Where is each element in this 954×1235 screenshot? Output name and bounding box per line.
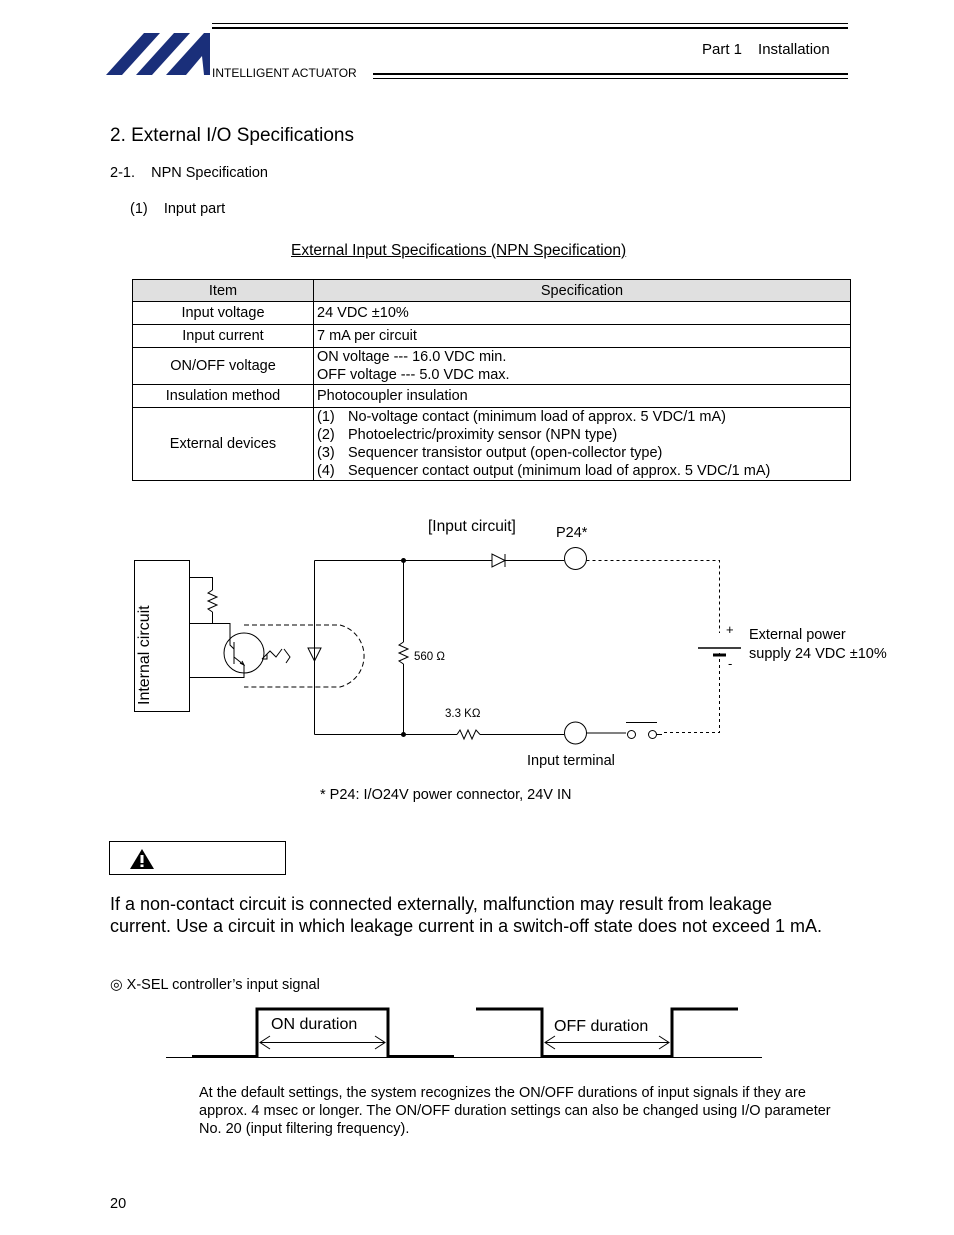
list-item: (3) Sequencer transistor output (open-collector type): [317, 445, 663, 461]
list-item: (2) Photoelectric/proximity sensor (NPN type): [317, 427, 618, 443]
row-item: External devices: [133, 408, 314, 481]
warning-text: If a non-contact circuit is connected externally, malfunction may result from leakage current. Use a circuit in which leakage current in a switch-off state does not exceed 1 mA.: [110, 894, 823, 936]
row-spec: [314, 348, 851, 385]
spec-table: [132, 279, 851, 481]
battery-minus: -: [728, 656, 733, 671]
table-row: [133, 408, 851, 481]
circuit-title: [Input circuit]: [428, 518, 516, 535]
header-rule-bottom-thick: [373, 73, 848, 75]
brand-name: INTELLIGENT ACTUATOR: [212, 66, 357, 80]
row-spec: [314, 408, 851, 481]
spec-line: ON voltage --- 16.0 VDC min.: [317, 349, 507, 365]
subsection-title: 2-1. NPN Specification: [110, 165, 268, 181]
warning-icon: [129, 848, 155, 870]
internal-circuit-label: Internal circuit: [136, 605, 153, 705]
table-row: [133, 385, 851, 408]
signal-note: At the default settings, the system recognizes the ON/OFF durations of input signals if they are approx. 4 msec or longer. The ON/OFF duration settings can also be changed using I/O parameter No. 20 (input filtering frequency).: [199, 1085, 831, 1137]
table-row: [133, 302, 851, 325]
resistor-560-label: 560 Ω: [414, 651, 445, 663]
row-item: Input voltage: [133, 302, 314, 325]
part-title: Installation: [758, 41, 830, 58]
section-title: 2. External I/O Specifications: [110, 125, 354, 146]
item-title: (1) Input part: [130, 201, 226, 217]
p24-label: P24*: [556, 525, 588, 541]
table-row: [133, 348, 851, 385]
header-rule-bottom: [373, 78, 848, 79]
header-rule-top-thick: [212, 27, 848, 29]
header-part: [702, 41, 830, 58]
table-header-row: [133, 280, 851, 302]
table-row: [133, 325, 851, 348]
row-spec: 7 mA per circuit: [314, 325, 851, 348]
row-item: Input current: [133, 325, 314, 348]
table-caption: External Input Specifications (NPN Specification): [291, 242, 627, 259]
off-duration-label: OFF duration: [554, 1018, 649, 1035]
column-header: Specification: [314, 280, 851, 302]
column-header: Item: [133, 280, 314, 302]
input-terminal-label: Input terminal: [527, 753, 615, 769]
spec-line: OFF voltage --- 5.0 VDC max.: [317, 367, 510, 383]
on-duration-label: ON duration: [271, 1016, 358, 1033]
list-item: (1) No-voltage contact (minimum load of approx. 5 VDC/1 mA): [317, 409, 726, 425]
external-power-label-1: External power: [749, 627, 846, 643]
signal-timing-diagram: [160, 1000, 770, 1064]
part-number: Part 1: [702, 41, 743, 58]
row-item: ON/OFF voltage: [133, 348, 314, 385]
page-number: 20: [110, 1196, 127, 1212]
circuit-footnote: * P24: I/O24V power connector, 24V IN: [320, 787, 572, 803]
list-item: (4) Sequencer contact output (minimum load of approx. 5 VDC/1 mA): [317, 463, 771, 479]
external-power-label-2: supply 24 VDC ±10%: [749, 646, 887, 662]
iai-logo: [106, 30, 212, 76]
resistor-3k3-label: 3.3 KΩ: [445, 708, 481, 720]
signal-title: ◎ X-SEL controller’s input signal: [110, 977, 320, 993]
row-item: Insulation method: [133, 385, 314, 408]
battery-plus: +: [726, 622, 734, 637]
header-rule-top: [212, 23, 848, 24]
row-spec: 24 VDC ±10%: [314, 302, 851, 325]
warning-box: [109, 841, 286, 875]
input-circuit-diagram: [130, 545, 750, 750]
row-spec: Photocoupler insulation: [314, 385, 851, 408]
